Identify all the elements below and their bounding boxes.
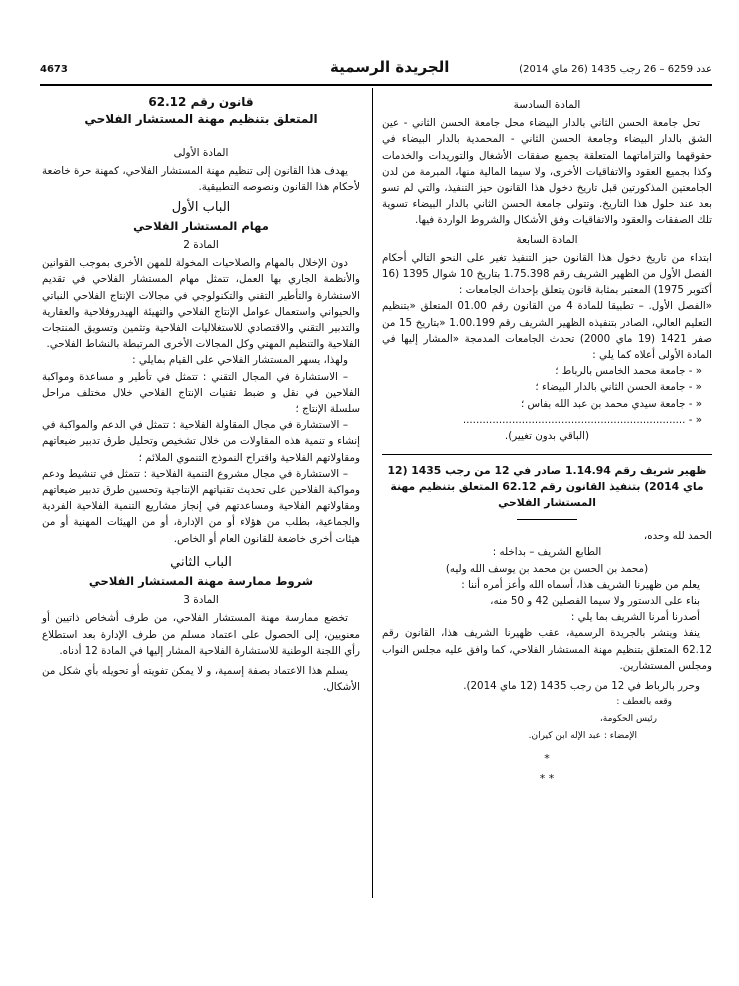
gazette-name: الجريدة الرسمية <box>330 58 450 76</box>
page-header <box>40 58 712 84</box>
article-6-text: تحل جامعة الحسن الثاني بالدار البيضاء محل جامعة الحسن الثاني - عين الشق بالدار البيضاء وجامعة الحسن الثاني - المحمدية بالدار البيضاء في حقوقهما والتزاماتهما المتعلقة بجميع صفقات الأشغال والتوريدات والخدمات وكذا بجميع العقود والاتفاقيات الأخرى، ولا سيما المالية منها، المبرمة من لدن الجامعتين المذكورتين قبل تاريخ دخول هذا القانون حيز التنفيذ، والتي لم تسو بعد عند حلول هذا التاريخ. وتتولى جامعة الحسن الثاني بالدار البيضاء تسوية تلك الصفقات والعقود والاتفاقيات وفق الأشكال والشروط الواردة فيها. <box>382 117 712 227</box>
separator-star: * <box>544 752 550 766</box>
article-7-rest: (الباقي بدون تغيير). <box>504 430 590 443</box>
article-1-text: يهدف هذا القانون إلى تنظيم مهنة المستشار الفلاحي، كمهنة حرة خاضعة لأحكام هذا القانون ونصوصه التطبيقية. <box>42 165 360 194</box>
list-item: « - جامعة الحسن الثاني بالدار البيضاء ؛ <box>535 381 702 394</box>
dahir-title: ظهير شريف رقم 1.14.94 صادر في 12 من رجب 1435 (12 ماي 2014) بتنفيذ القانون رقم 62.12 المتعلق بتنظيم مهنة المستشار الفلاحي <box>387 464 707 510</box>
left-column <box>42 94 360 696</box>
article-2-heading: المادة 2 <box>183 239 219 252</box>
bina-line: بناء على الدستور ولا سيما الفصلين 42 و 50 منه، <box>490 595 700 608</box>
header-rule <box>40 84 712 86</box>
title-rule <box>517 519 577 520</box>
article-3-heading: المادة 3 <box>183 594 219 607</box>
list-item: « - جامعة سيدي محمد بن عبد الله بفاس ؛ <box>520 397 702 410</box>
article-2-intro: ولهذا، يسهر المستشار الفلاحي على القيام بمايلي : <box>132 354 348 367</box>
column-divider <box>372 88 373 898</box>
seal-line: الطابع الشريف – بداخله : <box>492 546 602 559</box>
execution-text: ينفذ وينشر بالجريدة الرسمية، عقب ظهيرنا الشريف هذا، القانون رقم 62.12 المتعلق بتنظيم مهنة المستشار الفلاحي، كما وافق عليه مجلس النواب ومجلس المستشارين. <box>382 627 712 672</box>
right-column <box>382 94 712 789</box>
article-7-text: ابتداء من تاريخ دخول هذا القانون حيز التنفيذ تغير على النحو التالي أحكام الفصل الأول من الظهير الشريف رقم 1.75.398 بتاريخ 10 شوال 1395 (16 أكتوبر 1975) المعتبر بمثابة قانون يتعلق بإحداث الجامعات : <box>382 251 712 297</box>
list-item: – الاستشارة في مجال مشروع التنمية الفلاحية : تتمثل في تنشيط ودعم ومواكبة الفلاحين على تحديث تقنياتهم الإنتاجية وتحسين طرق تدبير ضيعاتهم ومقاولاتهم الفلاحية ومساعدتهم في إنجاز مشاريع التنمية الفلاحية الفردية والجماعية، بطلب من هؤلاء أو من الإدارة، أو من الهيئات المهنية أو من هيئات أخرى خاضعة للقانون العام أو الخاص. <box>42 467 360 545</box>
page-number: 4673 <box>40 64 68 75</box>
separator-stars: * * <box>539 772 555 786</box>
pm-signature: الإمضاء : عبد الإله ابن كيران. <box>528 731 637 742</box>
yalam-line: يعلم من ظهيرنا الشريف هذا، أسماه الله وأعز أمره أننا : <box>461 578 700 591</box>
law-title: المتعلق بتنظيم مهنة المستشار الفلاحي <box>84 112 318 126</box>
hamd-line: الحمد لله وحده، <box>643 530 712 543</box>
list-item: – الاستشارة في المجال التقني : تتمثل في تأطير و مساعدة ومواكبة الفلاحين في نقل و ضبط تقنيات الإنتاج الفلاحي خلال مختلف مراحل سلسلة الإنتاج ؛ <box>42 370 360 416</box>
list-item: – الاستشارة في مجال المقاولة الفلاحية : تتمثل في الدعم والمواكبة في إنشاء و تنمية هذه المقاولات من خلال تشخيص وتحليل طرق تدبير ضيعاتهم ومقاولاتهم الفلاحية واقتراح النموذج التنموي الملائم ؛ <box>42 419 360 464</box>
chapter-1-title: مهام المستشار الفلاحي <box>133 218 269 233</box>
issue-line: عدد 6259 – 26 رجب 1435 (26 ماي 2014) <box>519 64 712 75</box>
article-2-text: دون الإخلال بالمهام والصلاحيات المخولة للمهن الأخرى بموجب القوانين والأنظمة الجاري بها العمل، تتمثل مهام المستشار الفلاحي في تقديم الاستشارة والتأطير التقني والتكنولوجي في مجالات الإنتاج الفلاحي النباتي والحيواني واستعمال عوامل الإنتاج الفلاحي والتهيئة الهيدروفلاحية والعقارية والتدبير التقني والاقتصادي للاستغلاليات الفلاحية وتثمين وتسويق المنتجات الفلاحية والتنظيم المهني وكل المجالات الأخرى المرتبطة بالنشاط الفلاحي. <box>42 257 360 351</box>
section-divider <box>382 454 712 455</box>
countersign-label: وقعه بالعطف : <box>616 697 672 708</box>
article-6-heading: المادة السادسة <box>513 99 581 111</box>
asdarna-line: أصدرنا أمرنا الشريف بما يلي : <box>570 611 700 624</box>
list-item: « - .................................................................... <box>462 413 702 426</box>
date-line: وحرر بالرباط في 12 من رجب 1435 (12 ماي 2014). <box>463 680 700 693</box>
list-item: « - جامعة محمد الخامس بالرباط ؛ <box>555 365 702 378</box>
article-3-text-2: يسلم هذا الاعتماد بصفة إسمية، و لا يمكن تفويته أو تحويله بأي شكل من الأشكال. <box>42 665 360 694</box>
chapter-2-title: شروط ممارسة مهنة المستشار الفلاحي <box>88 574 314 589</box>
article-7-heading: المادة السابعة <box>516 233 578 246</box>
chapter-2-heading: الباب الثاني <box>170 554 232 570</box>
chapter-1-heading: الباب الأول <box>171 199 231 215</box>
article-1-heading: المادة الأولى <box>173 147 229 159</box>
article-3-text: تخضع ممارسة مهنة المستشار الفلاحي، من طرف أشخاص ذاتيين أو معنويين، إلى الحصول على اعتماد مسلم من طرف الإدارة بعد استطلاع رأي اللجنة الوطنية للاستشارة الفلاحية المشار إليها في المادة 12 أدناه. <box>42 612 360 657</box>
king-name: (محمد بن الحسن بن محمد بن يوسف الله وليه) <box>445 562 649 575</box>
law-number: قانون رقم 62.12 <box>148 95 254 109</box>
pm-title: رئيس الحكومة، <box>599 714 657 725</box>
article-7-quote: «الفصل الأول. – تطبيقا للمادة 4 من القانون رقم 01.00 المتعلق «بتنظيم التعليم العالي، الصادر بتنفيذه الظهير الشريف رقم 1.00.199 «بتاريخ 15 من صفر 1421 (19 ماي 2000) تحدث الجامعات المدمجة «المشار إليها في المادة الأولى أعلاه كما يلي : <box>382 300 712 362</box>
